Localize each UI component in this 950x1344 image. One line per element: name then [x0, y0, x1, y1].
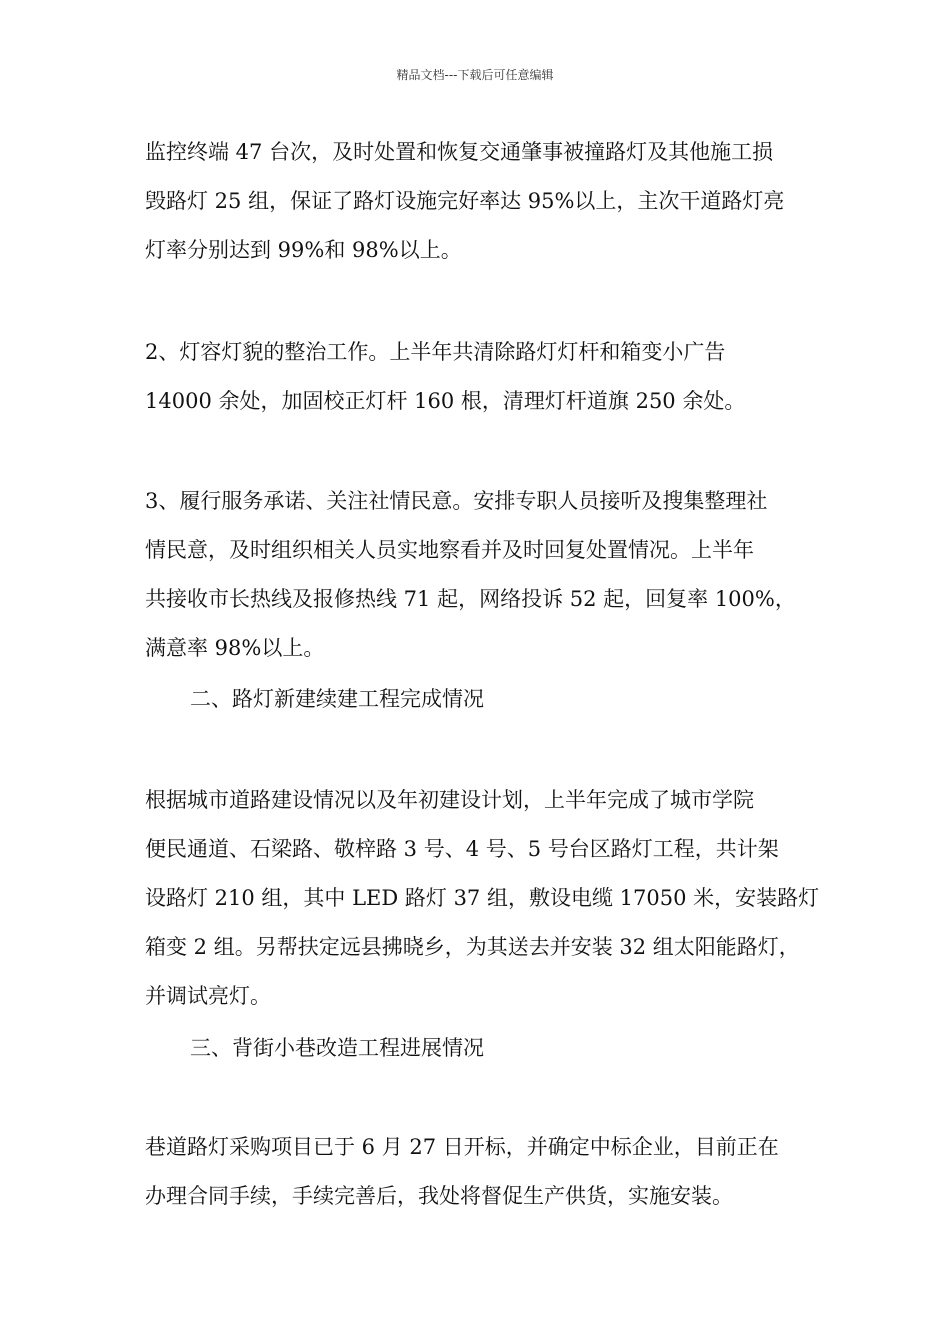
- page-header: 精品文档---下载后可任意编辑: [396, 68, 554, 82]
- text-line: 并调试亮灯。: [145, 984, 271, 1008]
- text-line: 设路灯 210 组，其中 LED 路灯 37 组，敷设电缆 17050 米，安装路灯: [145, 886, 820, 910]
- section-heading-alley-renovation: 三、背街小巷改造工程进展情况: [190, 1036, 484, 1060]
- paragraph-lamp-appearance: [145, 328, 835, 426]
- text-line: 毁路灯 25 组，保证了路灯设施完好率达 95%以上，主次干道路灯亮: [145, 189, 785, 213]
- text-line: 情民意，及时组织相关人员实地察看并及时回复处置情况。上半年: [145, 538, 754, 562]
- text-line: 办理合同手续，手续完善后，我处将督促生产供货，实施安装。: [145, 1184, 733, 1208]
- text-line: 根据城市道路建设情况以及年初建设计划，上半年完成了城市学院: [145, 788, 754, 812]
- text-line: 巷道路灯采购项目已于 6 月 27 日开标，并确定中标企业，目前正在: [145, 1135, 779, 1159]
- text-line: 便民通道、石梁路、敬梓路 3 号、4 号、5 号台区路灯工程，共计架: [145, 837, 779, 861]
- paragraph-service-commitment: [145, 477, 835, 673]
- text-line: 2、灯容灯貌的整治工作。上半年共清除路灯灯杆和箱变小广告: [145, 340, 726, 364]
- text-line: 14000 余处，加固校正灯杆 160 根，清理灯杆道旗 250 余处。: [145, 389, 746, 413]
- text-line: 共接收市长热线及报修热线 71 起，网络投诉 52 起，回复率 100%，: [145, 587, 796, 611]
- paragraph-new-construction: [145, 776, 835, 1021]
- text-line: 监控终端 47 台次，及时处置和恢复交通肇事被撞路灯及其他施工损: [145, 140, 774, 164]
- text-line: 3、履行服务承诺、关注社情民意。安排专职人员接听及搜集整理社: [145, 489, 768, 513]
- paragraph-alley-renovation: [145, 1123, 835, 1221]
- text-line: 满意率 98%以上。: [145, 636, 325, 660]
- text-line: 灯率分别达到 99%和 98%以上。: [145, 238, 462, 262]
- text-line: 箱变 2 组。另帮扶定远县拂晓乡，为其送去并安装 32 组太阳能路灯，: [145, 935, 800, 959]
- section-heading-new-construction: 二、路灯新建续建工程完成情况: [190, 687, 484, 711]
- paragraph-maintenance: [145, 128, 835, 275]
